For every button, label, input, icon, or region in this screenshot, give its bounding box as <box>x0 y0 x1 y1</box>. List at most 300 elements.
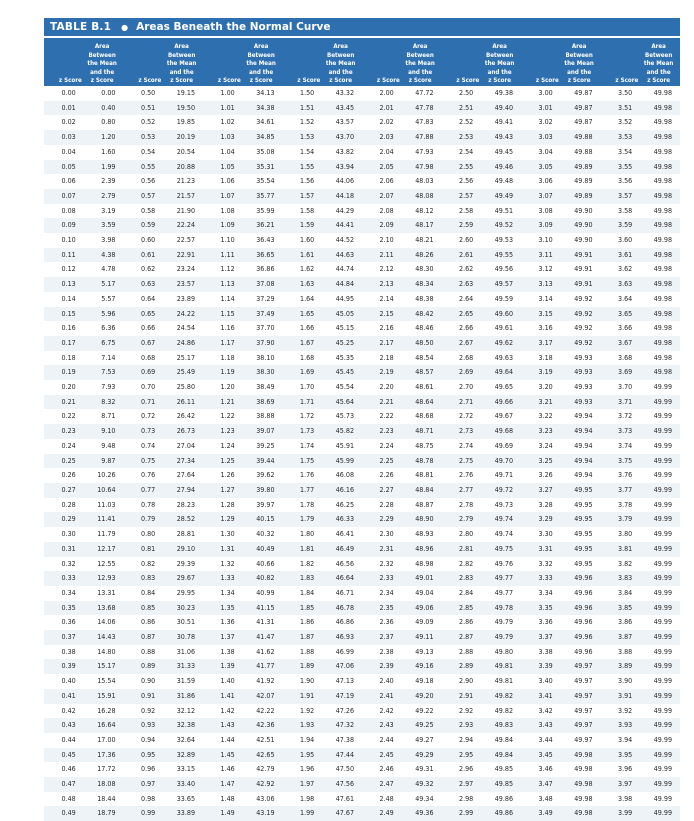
area-cell: 47.32 <box>322 718 362 733</box>
area-cell: 49.32 <box>402 777 442 792</box>
area-header-line: Between <box>406 51 434 59</box>
z-score-cell: 1.95 <box>283 748 323 763</box>
area-cell: 27.34 <box>163 454 203 469</box>
z-score-cell: 0.72 <box>124 409 164 424</box>
z-score-cell: 3.90 <box>601 674 641 689</box>
area-cell: 49.87 <box>561 86 601 101</box>
area-cell: 49.98 <box>640 277 680 292</box>
area-cell: 40.32 <box>243 527 283 542</box>
area-cell: 49.43 <box>481 130 521 145</box>
z-score-cell: 1.57 <box>283 189 323 204</box>
z-score-cell: 1.41 <box>203 689 243 704</box>
area-cell: 43.82 <box>322 145 362 160</box>
z-score-cell: 2.86 <box>442 615 482 630</box>
area-cell: 15.54 <box>84 674 124 689</box>
z-score-cell: 1.35 <box>203 601 243 616</box>
area-cell: 49.87 <box>561 115 601 130</box>
z-score-cell: 0.79 <box>124 512 164 527</box>
area-cell: 49.99 <box>640 557 680 572</box>
area-cell: 48.46 <box>402 321 442 336</box>
area-cell: 49.71 <box>481 468 521 483</box>
z-score-header <box>601 38 641 86</box>
area-cell: 49.95 <box>561 483 601 498</box>
z-score-cell: 3.95 <box>601 748 641 763</box>
area-cell: 34.13 <box>243 86 283 101</box>
area-cell: 14.06 <box>84 615 124 630</box>
z-score-cell: 1.80 <box>283 527 323 542</box>
area-cell: 26.73 <box>163 424 203 439</box>
z-score-cell: 0.43 <box>44 718 84 733</box>
z-score-cell: 2.81 <box>442 542 482 557</box>
area-cell: 42.07 <box>243 689 283 704</box>
area-cell: 29.67 <box>163 571 203 586</box>
table-row <box>44 601 680 616</box>
z-score-cell: 2.80 <box>442 527 482 542</box>
area-cell: 44.84 <box>322 277 362 292</box>
area-cell: 49.97 <box>561 659 601 674</box>
area-cell: 46.71 <box>322 586 362 601</box>
area-cell: 49.98 <box>640 174 680 189</box>
table-row <box>44 483 680 498</box>
area-cell: 42.79 <box>243 762 283 777</box>
area-cell: 7.14 <box>84 351 124 366</box>
table-row <box>44 674 680 689</box>
area-header-line: z Score <box>647 77 671 85</box>
z-score-cell: 1.52 <box>283 115 323 130</box>
area-cell: 41.47 <box>243 630 283 645</box>
z-score-cell: 2.31 <box>362 542 402 557</box>
z-score-cell: 3.71 <box>601 395 641 410</box>
area-header-line: and the <box>487 68 512 76</box>
area-cell: 32.89 <box>163 748 203 763</box>
area-cell: 3.98 <box>84 233 124 248</box>
z-score-cell: 1.30 <box>203 527 243 542</box>
area-cell: 48.75 <box>402 439 442 454</box>
z-score-cell: 0.85 <box>124 601 164 616</box>
area-cell: 33.89 <box>163 806 203 821</box>
area-cell: 49.98 <box>640 307 680 322</box>
area-cell: 49.99 <box>640 512 680 527</box>
z-score-cell: 0.16 <box>44 321 84 336</box>
z-score-cell: 1.39 <box>203 659 243 674</box>
z-score-cell: 1.15 <box>203 307 243 322</box>
area-cell: 45.82 <box>322 424 362 439</box>
z-score-cell: 2.76 <box>442 468 482 483</box>
area-cell: 29.95 <box>163 586 203 601</box>
area-cell: 49.96 <box>561 586 601 601</box>
area-cell: 14.80 <box>84 645 124 660</box>
z-score-cell: 3.52 <box>601 115 641 130</box>
area-cell: 49.84 <box>481 748 521 763</box>
table-row <box>44 454 680 469</box>
area-cell: 2.79 <box>84 189 124 204</box>
z-score-cell: 3.48 <box>521 792 561 807</box>
z-score-cell: 1.09 <box>203 218 243 233</box>
area-cell: 49.49 <box>481 189 521 204</box>
area-cell: 49.72 <box>481 483 521 498</box>
area-cell: 20.19 <box>163 130 203 145</box>
area-cell: 47.56 <box>322 777 362 792</box>
area-cell: 38.88 <box>243 409 283 424</box>
z-score-header-label: z Score <box>217 77 241 85</box>
area-cell: 1.99 <box>84 160 124 175</box>
area-cell: 49.46 <box>481 160 521 175</box>
area-cell: 49.78 <box>481 601 521 616</box>
area-cell: 49.99 <box>640 777 680 792</box>
area-cell: 47.88 <box>402 130 442 145</box>
z-score-cell: 3.63 <box>601 277 641 292</box>
z-score-cell: 3.88 <box>601 645 641 660</box>
table-row <box>44 733 680 748</box>
area-cell: 46.86 <box>322 615 362 630</box>
z-score-cell: 3.97 <box>601 777 641 792</box>
z-score-cell: 3.29 <box>521 512 561 527</box>
z-score-cell: 1.66 <box>283 321 323 336</box>
area-header-line: Between <box>644 51 673 59</box>
area-header-line: the Mean <box>564 60 594 68</box>
z-score-cell: 0.49 <box>44 806 84 821</box>
z-score-cell: 2.35 <box>362 601 402 616</box>
area-header <box>481 38 521 86</box>
area-cell: 36.65 <box>243 248 283 263</box>
area-cell: 49.96 <box>561 630 601 645</box>
area-cell: 48.21 <box>402 233 442 248</box>
z-score-cell: 3.14 <box>521 292 561 307</box>
z-score-cell: 3.23 <box>521 424 561 439</box>
area-cell: 22.57 <box>163 233 203 248</box>
z-score-cell: 2.16 <box>362 321 402 336</box>
z-score-cell: 3.57 <box>601 189 641 204</box>
z-score-cell: 0.04 <box>44 145 84 160</box>
area-cell: 24.86 <box>163 336 203 351</box>
table-row <box>44 586 680 601</box>
z-score-cell: 0.92 <box>124 704 164 719</box>
area-cell: 49.53 <box>481 233 521 248</box>
z-score-cell: 1.91 <box>283 689 323 704</box>
z-score-header-label: z Score <box>297 77 321 85</box>
z-score-cell: 0.20 <box>44 380 84 395</box>
area-cell: 49.60 <box>481 307 521 322</box>
area-cell: 9.48 <box>84 439 124 454</box>
area-cell: 42.65 <box>243 748 283 763</box>
area-cell: 14.43 <box>84 630 124 645</box>
area-cell: 49.92 <box>561 307 601 322</box>
area-cell: 8.71 <box>84 409 124 424</box>
z-score-cell: 1.38 <box>203 645 243 660</box>
z-score-cell: 0.55 <box>124 160 164 175</box>
z-score-cell: 0.99 <box>124 806 164 821</box>
area-header <box>322 38 362 86</box>
area-cell: 15.17 <box>84 659 124 674</box>
z-score-cell: 0.27 <box>44 483 84 498</box>
table-header-row <box>44 38 680 86</box>
area-cell: 48.96 <box>402 542 442 557</box>
area-cell: 47.26 <box>322 704 362 719</box>
table-row <box>44 498 680 513</box>
area-cell: 49.34 <box>402 792 442 807</box>
z-score-cell: 0.08 <box>44 204 84 219</box>
z-score-cell: 1.77 <box>283 483 323 498</box>
table-row <box>44 527 680 542</box>
area-cell: 48.42 <box>402 307 442 322</box>
area-header-line: the Mean <box>484 60 515 68</box>
z-score-cell: 3.77 <box>601 483 641 498</box>
area-cell: 21.57 <box>163 189 203 204</box>
area-cell: 23.24 <box>163 262 203 277</box>
area-cell: 45.45 <box>322 365 362 380</box>
area-cell: 46.78 <box>322 601 362 616</box>
area-cell: 32.64 <box>163 733 203 748</box>
z-score-cell: 0.01 <box>44 101 84 116</box>
z-score-cell: 0.91 <box>124 689 164 704</box>
z-score-cell: 1.61 <box>283 248 323 263</box>
z-score-cell: 1.34 <box>203 586 243 601</box>
area-cell: 34.85 <box>243 130 283 145</box>
table-row <box>44 571 680 586</box>
area-cell: 49.68 <box>481 424 521 439</box>
area-cell: 33.40 <box>163 777 203 792</box>
z-score-cell: 2.97 <box>442 777 482 792</box>
table-row <box>44 130 680 145</box>
z-score-cell: 3.08 <box>521 204 561 219</box>
z-score-cell: 3.20 <box>521 380 561 395</box>
z-score-cell: 1.32 <box>203 557 243 572</box>
table-row <box>44 204 680 219</box>
z-score-cell: 2.54 <box>442 145 482 160</box>
area-cell: 47.61 <box>322 792 362 807</box>
area-cell: 48.81 <box>402 468 442 483</box>
z-score-cell: 3.62 <box>601 262 641 277</box>
z-score-cell: 2.30 <box>362 527 402 542</box>
area-cell: 49.99 <box>640 806 680 821</box>
area-cell: 49.99 <box>640 527 680 542</box>
area-cell: 49.64 <box>481 365 521 380</box>
area-cell: 31.33 <box>163 659 203 674</box>
area-cell: 29.10 <box>163 542 203 557</box>
z-score-cell: 2.85 <box>442 601 482 616</box>
z-score-cell: 3.80 <box>601 527 641 542</box>
area-cell: 49.48 <box>481 174 521 189</box>
area-cell: 41.92 <box>243 674 283 689</box>
area-header-line: Between <box>88 51 116 59</box>
area-header-line: and the <box>408 68 433 76</box>
area-cell: 12.55 <box>84 557 124 572</box>
z-score-header-label: z Score <box>535 77 559 85</box>
z-score-cell: 3.98 <box>601 792 641 807</box>
z-score-cell: 3.89 <box>601 659 641 674</box>
z-score-cell: 2.40 <box>362 674 402 689</box>
z-score-cell: 2.93 <box>442 718 482 733</box>
table-row <box>44 424 680 439</box>
area-cell: 24.22 <box>163 307 203 322</box>
z-score-cell: 1.73 <box>283 424 323 439</box>
area-cell: 21.90 <box>163 204 203 219</box>
area-cell: 49.81 <box>481 674 521 689</box>
z-score-cell: 3.67 <box>601 336 641 351</box>
z-score-cell: 0.83 <box>124 571 164 586</box>
z-score-cell: 2.63 <box>442 277 482 292</box>
area-cell: 49.99 <box>640 689 680 704</box>
z-score-cell: 2.11 <box>362 248 402 263</box>
z-score-cell: 2.29 <box>362 512 402 527</box>
z-score-cell: 1.88 <box>283 645 323 660</box>
z-score-cell: 0.34 <box>44 586 84 601</box>
area-cell: 49.99 <box>640 571 680 586</box>
area-cell: 49.98 <box>640 292 680 307</box>
z-score-cell: 0.81 <box>124 542 164 557</box>
z-score-cell: 3.60 <box>601 233 641 248</box>
z-score-cell: 3.10 <box>521 233 561 248</box>
area-cell: 49.06 <box>402 601 442 616</box>
z-score-cell: 1.05 <box>203 160 243 175</box>
table-row <box>44 439 680 454</box>
area-header-line: z Score <box>329 77 353 85</box>
normal-curve-table <box>44 38 680 821</box>
area-cell: 49.79 <box>481 630 521 645</box>
bullet-icon: ● <box>121 22 129 32</box>
area-cell: 49.27 <box>402 733 442 748</box>
area-cell: 22.24 <box>163 218 203 233</box>
z-score-cell: 3.78 <box>601 498 641 513</box>
z-score-cell: 0.15 <box>44 307 84 322</box>
z-score-cell: 3.03 <box>521 130 561 145</box>
table-row <box>44 262 680 277</box>
z-score-cell: 2.61 <box>442 248 482 263</box>
z-score-cell: 1.46 <box>203 762 243 777</box>
z-score-cell: 0.41 <box>44 689 84 704</box>
z-score-cell: 3.49 <box>521 806 561 821</box>
area-cell: 35.54 <box>243 174 283 189</box>
area-cell: 49.89 <box>561 189 601 204</box>
z-score-cell: 2.83 <box>442 571 482 586</box>
z-score-cell: 1.18 <box>203 351 243 366</box>
z-score-cell: 1.20 <box>203 380 243 395</box>
area-cell: 38.10 <box>243 351 283 366</box>
area-header-line: the Mean <box>87 60 117 68</box>
z-score-cell: 2.79 <box>442 512 482 527</box>
z-score-header <box>44 38 84 86</box>
z-score-cell: 0.19 <box>44 365 84 380</box>
area-cell: 35.08 <box>243 145 283 160</box>
area-cell: 44.06 <box>322 174 362 189</box>
area-cell: 49.96 <box>561 601 601 616</box>
z-score-cell: 1.13 <box>203 277 243 292</box>
area-cell: 42.22 <box>243 704 283 719</box>
area-cell: 49.98 <box>640 321 680 336</box>
area-cell: 49.92 <box>561 336 601 351</box>
area-cell: 27.94 <box>163 483 203 498</box>
area-cell: 7.93 <box>84 380 124 395</box>
z-score-cell: 3.07 <box>521 189 561 204</box>
z-score-cell: 2.26 <box>362 468 402 483</box>
area-cell: 49.73 <box>481 498 521 513</box>
area-cell: 49.99 <box>640 409 680 424</box>
z-score-cell: 2.70 <box>442 380 482 395</box>
z-score-cell: 2.14 <box>362 292 402 307</box>
z-score-cell: 1.50 <box>283 86 323 101</box>
area-cell: 1.60 <box>84 145 124 160</box>
z-score-cell: 3.65 <box>601 307 641 322</box>
z-score-cell: 1.49 <box>203 806 243 821</box>
z-score-cell: 3.17 <box>521 336 561 351</box>
area-cell: 49.93 <box>561 365 601 380</box>
z-score-cell: 2.09 <box>362 218 402 233</box>
area-cell: 6.75 <box>84 336 124 351</box>
area-cell: 2.39 <box>84 174 124 189</box>
area-cell: 48.57 <box>402 365 442 380</box>
z-score-header <box>203 38 243 86</box>
area-header-line: Area <box>174 43 189 51</box>
area-cell: 49.13 <box>402 645 442 660</box>
area-cell: 45.54 <box>322 380 362 395</box>
area-cell: 49.76 <box>481 557 521 572</box>
area-cell: 39.44 <box>243 454 283 469</box>
area-cell: 49.98 <box>640 233 680 248</box>
z-score-cell: 3.36 <box>521 615 561 630</box>
area-cell: 47.98 <box>402 160 442 175</box>
z-score-cell: 3.46 <box>521 762 561 777</box>
z-score-cell: 0.30 <box>44 527 84 542</box>
z-score-cell: 1.36 <box>203 615 243 630</box>
table-row <box>44 542 680 557</box>
area-cell: 16.64 <box>84 718 124 733</box>
area-cell: 28.52 <box>163 512 203 527</box>
z-score-cell: 1.98 <box>283 792 323 807</box>
area-cell: 49.55 <box>481 248 521 263</box>
area-cell: 0.00 <box>84 86 124 101</box>
area-cell: 35.99 <box>243 204 283 219</box>
z-score-cell: 3.94 <box>601 733 641 748</box>
z-score-cell: 0.78 <box>124 498 164 513</box>
z-score-cell: 3.84 <box>601 586 641 601</box>
z-score-cell: 1.92 <box>283 704 323 719</box>
area-cell: 44.41 <box>322 218 362 233</box>
area-cell: 38.30 <box>243 365 283 380</box>
area-cell: 49.70 <box>481 454 521 469</box>
z-score-cell: 2.00 <box>362 86 402 101</box>
z-score-cell: 0.57 <box>124 189 164 204</box>
area-header-line: Area <box>333 43 348 51</box>
area-cell: 49.99 <box>640 704 680 719</box>
area-cell: 49.99 <box>640 748 680 763</box>
z-score-cell: 0.02 <box>44 115 84 130</box>
z-score-cell: 1.47 <box>203 777 243 792</box>
table-label: TABLE B.1 <box>50 21 112 33</box>
z-score-cell: 3.50 <box>601 86 641 101</box>
area-cell: 40.15 <box>243 512 283 527</box>
z-score-cell: 2.95 <box>442 748 482 763</box>
z-score-cell: 3.35 <box>521 601 561 616</box>
z-score-cell: 3.59 <box>601 218 641 233</box>
z-score-cell: 1.22 <box>203 409 243 424</box>
table-row <box>44 645 680 660</box>
z-score-cell: 1.94 <box>283 733 323 748</box>
area-cell: 40.82 <box>243 571 283 586</box>
area-header-line: Area <box>571 43 587 51</box>
area-cell: 49.98 <box>640 86 680 101</box>
z-score-cell: 0.86 <box>124 615 164 630</box>
area-cell: 9.87 <box>84 454 124 469</box>
area-cell: 49.95 <box>561 557 601 572</box>
area-cell: 37.70 <box>243 321 283 336</box>
area-cell: 48.61 <box>402 380 442 395</box>
area-cell: 26.11 <box>163 395 203 410</box>
area-cell: 48.84 <box>402 483 442 498</box>
z-score-cell: 2.75 <box>442 454 482 469</box>
z-score-cell: 0.75 <box>124 454 164 469</box>
area-cell: 49.59 <box>481 292 521 307</box>
z-score-cell: 0.80 <box>124 527 164 542</box>
